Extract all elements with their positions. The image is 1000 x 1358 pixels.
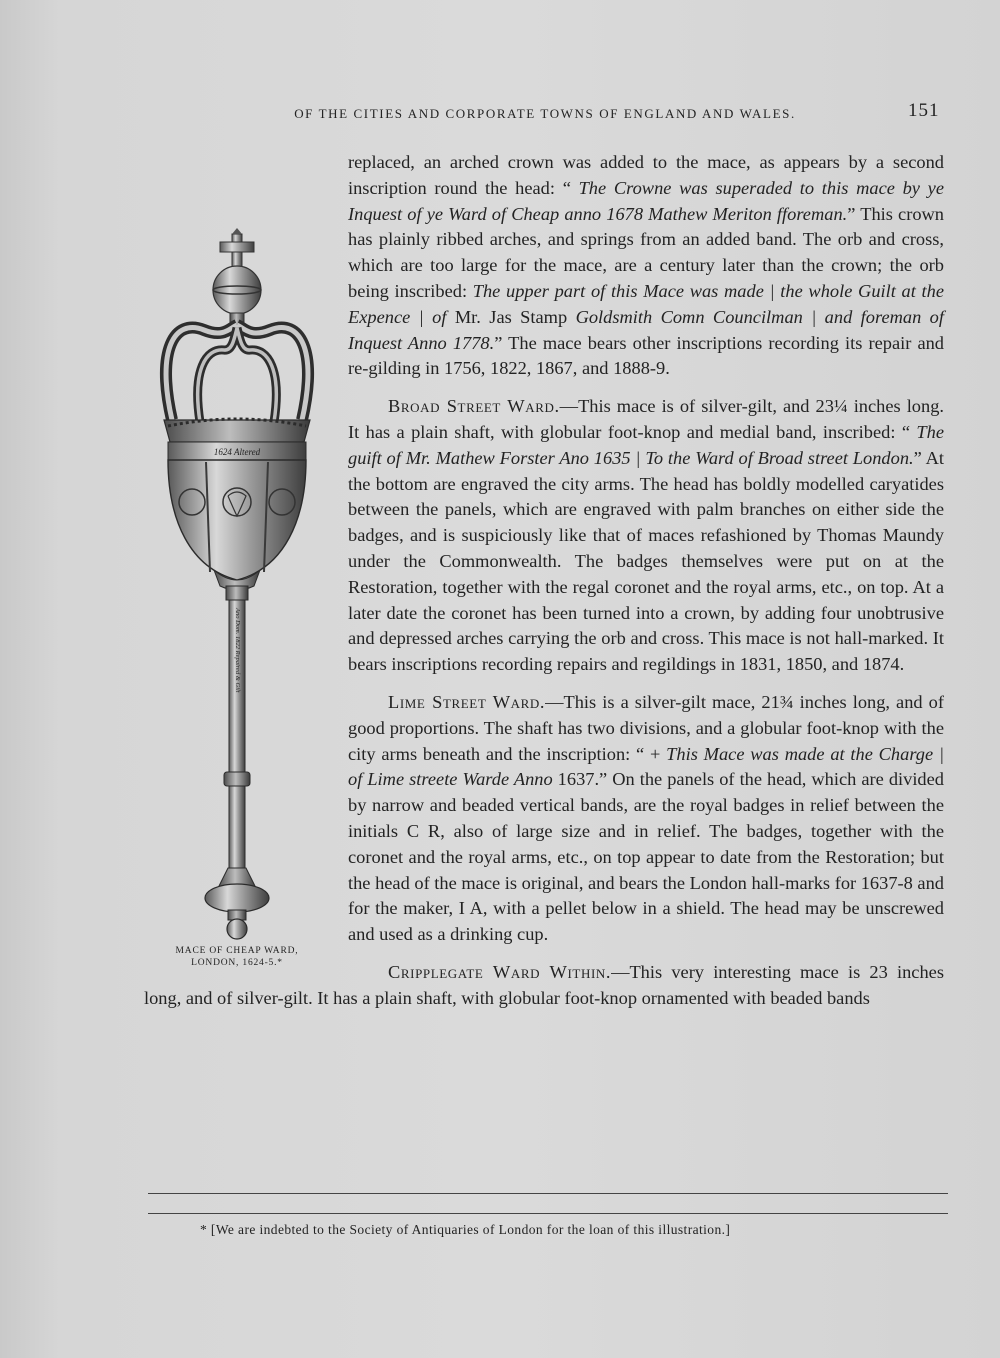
band-inscription: 1624 Altered <box>213 447 261 457</box>
caption-line-2: LONDON, 1624-5.* <box>191 958 283 968</box>
mace-illustration <box>144 150 330 942</box>
ward-heading: Cripplegate Ward Within. <box>388 961 612 982</box>
quoted-inscription: The upper part of this Mace was made | the whole Guilt at the Expence | of <box>348 280 944 327</box>
text-run: —This very interesting mace is 23 inches long, and of silver-gilt. It has a plain shaft, with globular foot-knop ornamented with beaded bands <box>144 961 944 1008</box>
mace-head-cup <box>168 460 306 590</box>
figure-caption <box>144 945 330 969</box>
ward-heading: Broad Street Ward. <box>388 396 560 417</box>
rule-upper <box>148 1193 948 1194</box>
ward-heading: Lime Street Ward. <box>388 691 546 712</box>
cross-finial <box>220 228 254 268</box>
text-run: —This mace is of silver-gilt, and 23¼ inches long. It has a plain shaft, with globular foot-knop and medial band, inscribed: “ <box>348 396 944 442</box>
text-run: —This is a silver-gilt mace, 21¾ inches long, and of good proportions. The shaft has two divisions, and a globular foot-knop with the city arms beneath and the inscription: “ + <box>348 691 944 764</box>
text-run: replaced, an arched crown was added to the mace, as appears by a second inscription round the head: “ <box>348 152 944 198</box>
text-run: Mr. Jas Stamp <box>446 306 576 327</box>
page-number: 151 <box>908 100 940 121</box>
rule-lower <box>148 1213 948 1214</box>
crown-arches <box>166 325 308 422</box>
quoted-inscription: Goldsmith Comn Councilman | and foreman of Inquest Anno 1778. <box>348 306 944 353</box>
text-run: ” The mace bears other inscriptions recording its repair and re-gilding in 1756, 1822, 1867, and 1888-9. <box>348 332 945 379</box>
caption-line-1: MACE OF CHEAP WARD, <box>175 946 299 956</box>
text-run: 1637.” On the panels of the head, which are divided by narrow and beaded vertical bands, are the royal badges in relief between the initials C R, also of large size and in relief. The badges, together with the coronet and the royal arms, etc., on top appear to date from the Restoration; but the head of the mace is original, and bears the London hall-marks for 1637-8 and for the maker, I A, with a pellet below in a shield. The head may be unscrewed and used as a drinking cup. <box>348 769 944 945</box>
quoted-inscription: The Crowne was superaded to this mace by ye Inquest of ye Ward of Cheap anno 1678 Mathew Meriton fforeman. <box>348 177 944 224</box>
running-title: OF THE CITIES AND CORPORATE TOWNS OF ENGLAND AND WALES. <box>294 106 796 121</box>
quoted-inscription: The guift of Mr. Mathew Forster Ano 1635 | To the Ward of Broad street London. <box>348 421 944 468</box>
foot-knop <box>205 868 269 939</box>
footnote: * [We are indebted to the Society of Antiquaries of London for the loan of this illustration.] <box>200 1222 731 1237</box>
quoted-inscription: This Mace was made at the Charge | of Lime streete Warde Anno <box>348 743 945 790</box>
coronet-band <box>164 419 310 460</box>
orb <box>213 266 261 314</box>
text-run: ” This crown has plainly ribbed arches, and springs from an added band. The orb and cross, which are too large for the mace, are a century later than the crown; the orb being inscribed: <box>348 203 944 301</box>
shaft-inscription: Ano Dom. 1822 Repaired & Gilt <box>234 608 241 693</box>
text-run: ” At the bottom are engraved the city arms. The head has boldly modelled caryatides between the panels, which are engraved with palm branches on either side the badges, and is suspiciously like that of maces refashioned by Thomas Maundy under the Commonwealth. The badges themselves were put on at the Restoration, together with the regal coronet and the royal arms, etc., on top. At a later date the coronet has been turned into a crown, by adding four unobtrusive and depressed arches carrying the orb and cross. This mace is not hall-marked. It bears inscriptions recording repairs and regildings in 1831, 1850, and 1874. <box>348 447 945 675</box>
body-text <box>144 150 944 1012</box>
mace-shaft <box>224 586 250 868</box>
mace-figure <box>144 150 330 968</box>
